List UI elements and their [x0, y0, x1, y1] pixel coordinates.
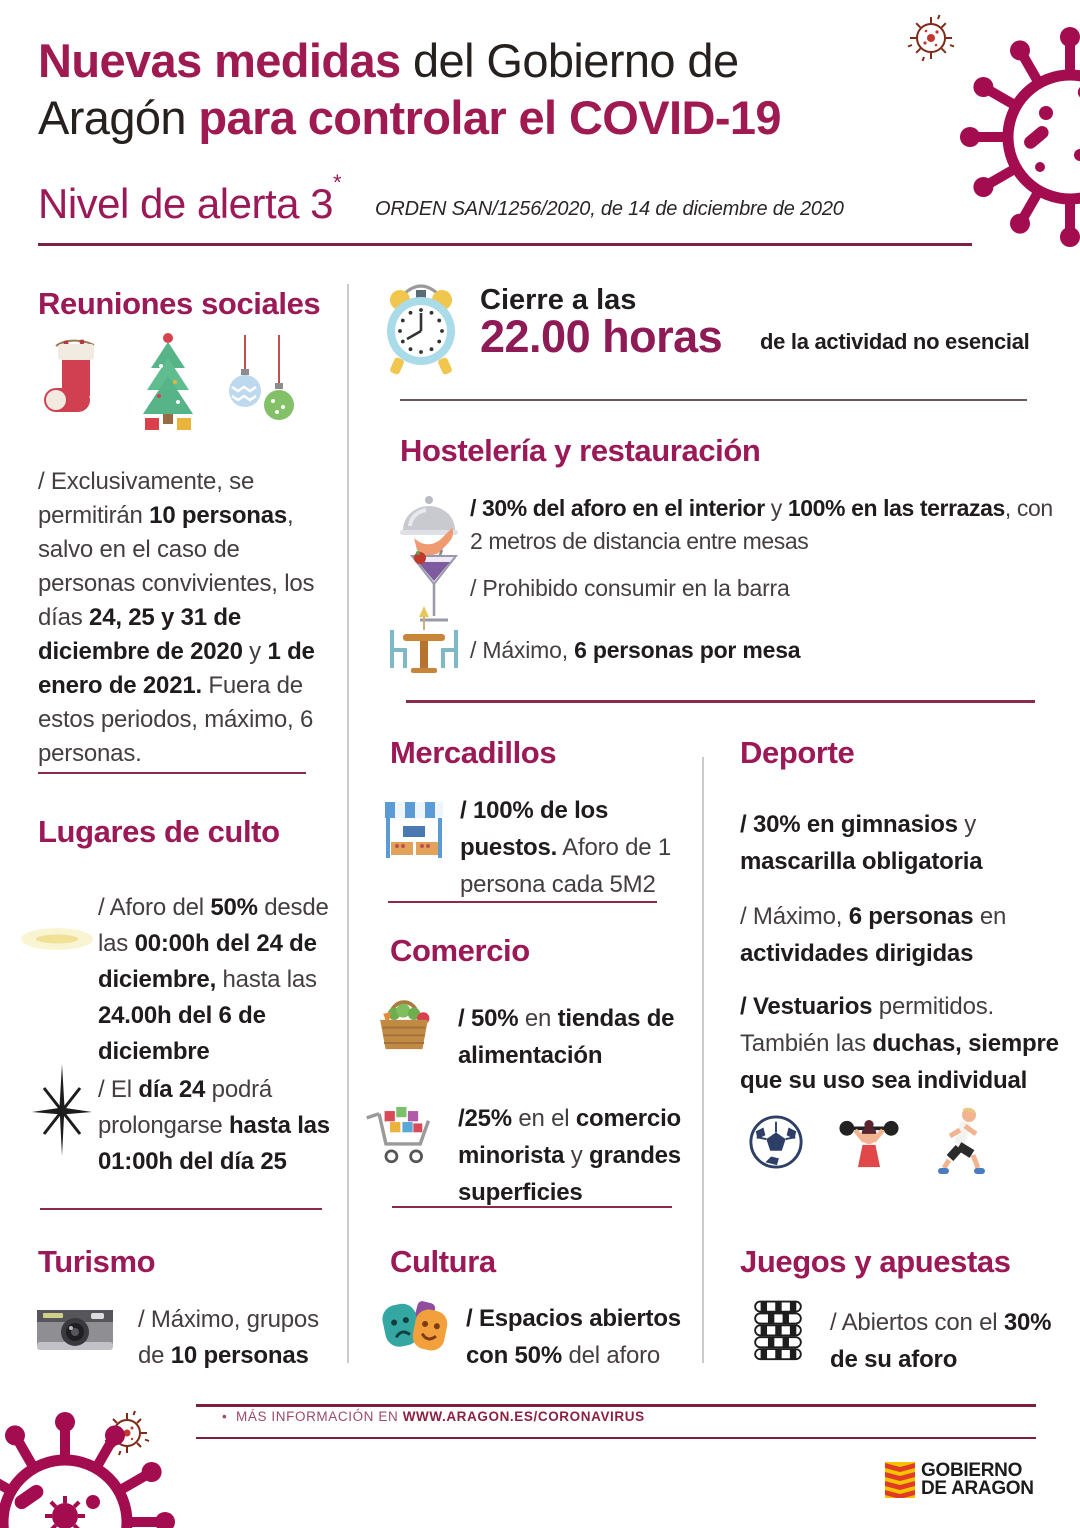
section-title-cultura: Cultura — [390, 1244, 496, 1279]
comercio-divider — [392, 1206, 672, 1208]
government-logo — [921, 1462, 1034, 1497]
reuniones-sociales-body: / Exclusivamente, se permitirán 10 personas, salvo en el caso de personas convivientes, los días 24, 25 y 31 de diciembre de 2020 y 1 de enero de 2021. Fuera de estos periodos, máximo, 6 personas. — [38, 468, 315, 767]
closure-line1: Cierre a las — [480, 284, 637, 316]
logo-line2: DE ARAGON — [921, 1477, 1034, 1499]
christmas-stocking-icon — [44, 336, 104, 428]
footer-info-prefix: MÁS INFORMACIÓN EN — [236, 1409, 403, 1424]
section-title-lugares-de-culto: Lugares de culto — [38, 814, 280, 849]
section-title-deporte: Deporte — [740, 735, 855, 770]
footer-info — [222, 1409, 645, 1424]
candle-glow-icon — [20, 918, 95, 960]
shopping-cart-icon — [364, 1095, 436, 1171]
turismo-item-1: / Máximo, grupos de 10 personas — [138, 1306, 319, 1369]
page-title-line1: Nuevas medidas del Gobierno de — [38, 34, 739, 87]
hosteleria-item-1: / 30% del aforo en el interior y 100% en las terrazas, con 2 metros de distancia entre mesas — [470, 495, 1053, 554]
closure-line2: de la actividad no esencial — [760, 329, 1030, 354]
virus-large-icon-bottom — [0, 1372, 215, 1528]
soccer-ball-icon — [748, 1114, 804, 1170]
deporte-bullet-1: / 30% en gimnasios y mascarilla obligatoria — [740, 811, 983, 875]
alert-asterisk: * — [333, 170, 342, 195]
section-title-hosteleria: Hostelería y restauración — [400, 433, 761, 468]
footer-info-url: WWW.ARAGON.ES/CORONAVIRUS — [402, 1409, 645, 1424]
section-title-mercadillos: Mercadillos — [390, 735, 557, 770]
market-stall-icon — [383, 800, 445, 860]
left-divider-1 — [38, 772, 306, 774]
theater-masks-icon — [376, 1294, 454, 1360]
hosteleria-divider — [406, 700, 1035, 703]
table-chairs-icon — [386, 604, 462, 694]
poker-chips-icon — [746, 1296, 810, 1362]
cultura-item-1: / Espacios abiertos con 50% del aforo — [466, 1305, 681, 1369]
mercadillos-item-1: / 100% de los puestos. Aforo de 1 persona cada 5M2 — [460, 797, 671, 898]
hosteleria-item-3: / Máximo, 6 personas por mesa — [470, 637, 801, 663]
grocery-basket-icon — [374, 992, 434, 1054]
logo-line1: GOBIERNO — [921, 1460, 1023, 1481]
closure-divider — [400, 399, 1027, 401]
section-title-comercio: Comercio — [390, 933, 530, 968]
mercadillos-divider — [388, 901, 657, 903]
comercio-item-1: / 50% en tiendas de alimentación — [458, 1005, 675, 1069]
footer-line-top — [196, 1404, 1036, 1407]
section-title-turismo: Turismo — [38, 1244, 156, 1279]
weightlifting-icon — [836, 1108, 902, 1180]
aragon-flag-icon — [885, 1462, 915, 1498]
left-divider-2 — [40, 1208, 322, 1210]
alert-level: Nivel de alerta 3* — [38, 170, 342, 227]
hosteleria-item-2: / Prohibido consumir en la barra — [470, 575, 790, 601]
footer-bullet: • — [222, 1409, 228, 1424]
alarm-clock-icon — [374, 276, 469, 378]
serving-tray-icon — [398, 490, 460, 556]
camera-icon — [35, 1300, 115, 1358]
lugares-culto-item-2: / El día 24 podrá prolongarse hasta las 01:00h del día 25 — [98, 1076, 330, 1175]
bethlehem-star-icon — [30, 1062, 94, 1158]
comercio-item-2: /25% en el comercio minorista y grandes superficies — [458, 1105, 682, 1206]
lugares-culto-item-1: / Aforo del 50% desde las 00:00h del 24 de diciembre, hasta las 24.00h del 6 de diciembre — [98, 894, 329, 1065]
juegos-apuestas-item-1: / Abiertos con el 30% de su aforo — [830, 1309, 1052, 1373]
closure-time: 22.00 horas — [480, 311, 723, 362]
running-icon — [938, 1106, 986, 1180]
section-title-juegos-apuestas: Juegos y apuestas — [740, 1244, 1011, 1279]
order-reference: ORDEN SAN/1256/2020, de 14 de diciembre de 2020 — [375, 198, 844, 220]
deporte-bullet-3: / Vestuarios permitidos. También las duchas, siempre que su uso sea individual — [740, 993, 1059, 1094]
christmas-tree-icon — [133, 330, 203, 434]
footer-line-bottom — [196, 1437, 1036, 1439]
header-divider — [38, 243, 972, 246]
deporte-bullet-2: / Máximo, 6 personas en actividades dirigidas — [740, 903, 1007, 967]
column-divider-left — [347, 284, 349, 1363]
section-title-reuniones-sociales: Reuniones sociales — [38, 286, 321, 321]
page-title-line2: Aragón para controlar el COVID-19 — [38, 91, 781, 144]
page-title — [38, 32, 918, 146]
ornaments-icon — [227, 335, 297, 430]
